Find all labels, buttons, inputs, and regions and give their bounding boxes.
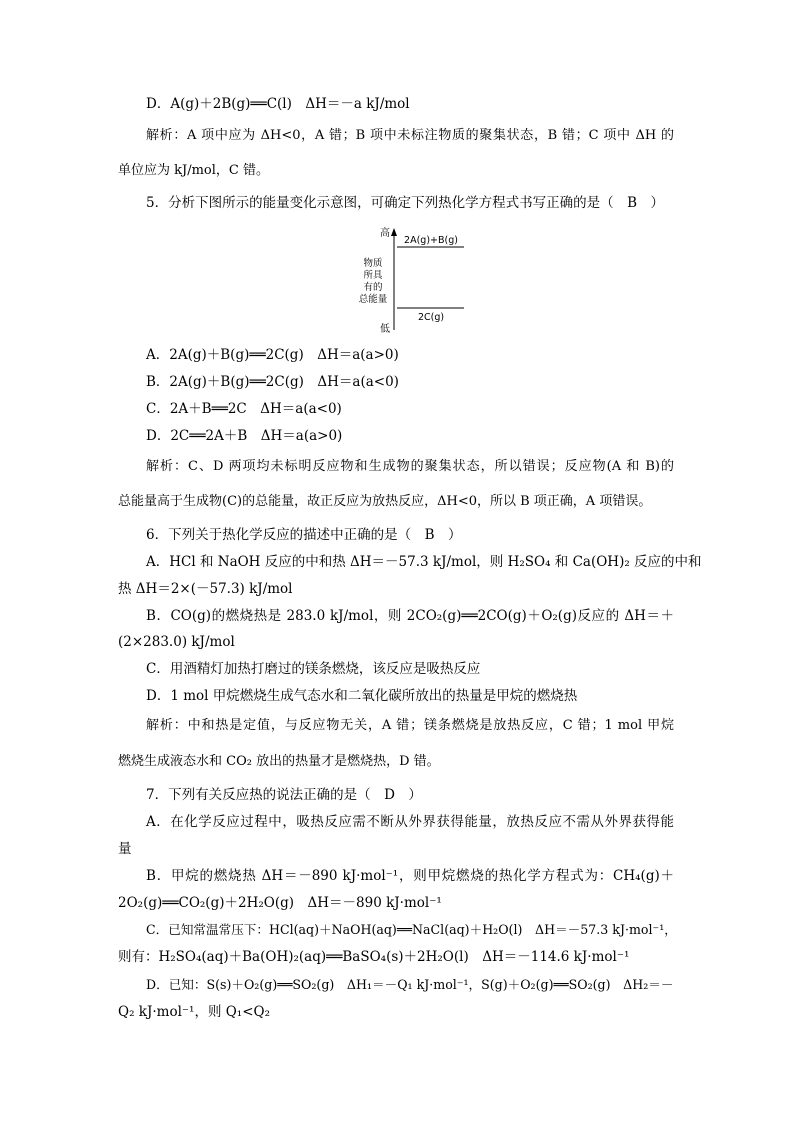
option-6c: C．用酒精灯加热打磨过的镁条燃烧，该反应是吸热反应 — [146, 661, 481, 677]
analysis-4-line-2: 单位应为 kJ/mol，C 错。 — [118, 163, 269, 178]
option-5a: A．2A(g)＋B(g)══2C(g) ΔH＝a(a>0) — [146, 347, 399, 363]
option-5c: C．2A＋B══2C ΔH＝a(a<0) — [146, 401, 342, 417]
energy-diagram-svg — [355, 222, 475, 334]
axis-arrow-icon — [391, 228, 397, 236]
analysis-4-line-1: 解析：A 项中应为 ΔH<0，A 错；B 项中未标注物质的聚集状态，B 错；C 项中 ΔH 的 — [146, 128, 674, 143]
question-7-stem: 7．下列有关反应热的说法正确的是（ D ） — [146, 787, 422, 803]
question-5-stem: 5．分析下图所示的能量变化示意图，可确定下列热化学方程式书写正确的是（ B ） — [146, 195, 665, 211]
analysis-6-line-1: 解析：中和热是定值，与反应物无关，A 错；镁条燃烧是放热反应，C 错；1 mol 甲烷 — [146, 718, 674, 733]
question-6-stem: 6．下列关于热化学反应的描述中正确的是（ B ） — [146, 527, 462, 543]
option-7c-line-1: C．已知常温常压下：HCl(aq)＋NaOH(aq)══NaCl(aq)＋H₂O(l) ΔH＝－57.3 kJ·mol⁻¹， — [146, 922, 677, 937]
option-7c-line-2: 则有：H₂SO₄(aq)＋Ba(OH)₂(aq)══BaSO₄(s)＋2H₂O(l) ΔH＝－114.6 kJ·mol⁻¹ — [118, 949, 630, 965]
energy-diagram — [355, 222, 475, 334]
label-high: 高 — [380, 228, 390, 239]
option-6b-line-2: (2×283.0) kJ/mol — [118, 634, 235, 650]
option-5d: D．2C══2A＋B ΔH＝a(a>0) — [146, 428, 343, 444]
option-4d: D．A(g)＋2B(g)══C(l) ΔH＝－a kJ/mol — [146, 96, 410, 112]
option-6a-line-1: A．HCl 和 NaOH 反应的中和热 ΔH＝－57.3 kJ/mol，则 H₂SO₄ 和 Ca(OH)₂ 反应的中和 — [146, 554, 702, 570]
option-7d-line-1: D．已知：S(s)＋O₂(g)══SO₂(g) ΔH₁＝－Q₁ kJ·mol⁻¹，S(g)＋O₂(g)══SO₂(g) ΔH₂＝－ — [146, 977, 674, 992]
axis-label-1: 物质 — [363, 258, 383, 269]
option-7b-line-1: B．甲烷的燃烧热 ΔH＝－890 kJ·mol⁻¹，则甲烷燃烧的热化学方程式为：CH₄(g)＋ — [146, 868, 674, 884]
option-6b-line-1: B．CO(g)的燃烧热是 283.0 kJ/mol，则 2CO₂(g)══2CO(g)＋O₂(g)反应的 ΔH＝＋ — [146, 608, 674, 624]
option-6d: D．1 mol 甲烷燃烧生成气态水和二氧化碳所放出的热量是甲烷的燃烧热 — [146, 688, 578, 704]
option-7b-line-2: 2O₂(g)══CO₂(g)＋2H₂O(g) ΔH＝－890 kJ·mol⁻¹ — [118, 895, 442, 911]
option-7d-line-2: Q₂ kJ·mol⁻¹，则 Q₁<Q₂ — [118, 1004, 271, 1020]
analysis-6-line-2: 燃烧生成液态水和 CO₂ 放出的热量才是燃烧热，D 错。 — [118, 754, 440, 769]
option-5b: B．2A(g)＋B(g)══2C(g) ΔH＝a(a<0) — [146, 374, 399, 390]
axis-label-3: 有的 — [363, 282, 383, 293]
option-6a-line-2: 热 ΔH＝2×(－57.3) kJ/mol — [118, 581, 293, 597]
option-7a-line-1: A．在化学反应过程中，吸热反应需不断从外界获得能量，放热反应不需从外界获得能 — [146, 814, 674, 830]
option-7a-line-2: 量 — [118, 841, 132, 857]
analysis-5-line-1: 解析：C、D 两项均未标明反应物和生成物的聚集状态，所以错误；反应物(A 和 B)的 — [146, 459, 674, 474]
analysis-5-line-2: 总能量高于生成物(C)的总能量，故正反应为放热反应，ΔH<0，所以 B 项正确，A 项错误。 — [118, 494, 652, 509]
product-level-label: 2C(g) — [417, 312, 445, 323]
label-low: 低 — [380, 324, 390, 334]
axis-label-4: 总能量 — [358, 294, 388, 305]
axis-label-2: 所具 — [363, 270, 383, 281]
reactant-level-label: 2A(g)+B(g) — [404, 235, 458, 246]
